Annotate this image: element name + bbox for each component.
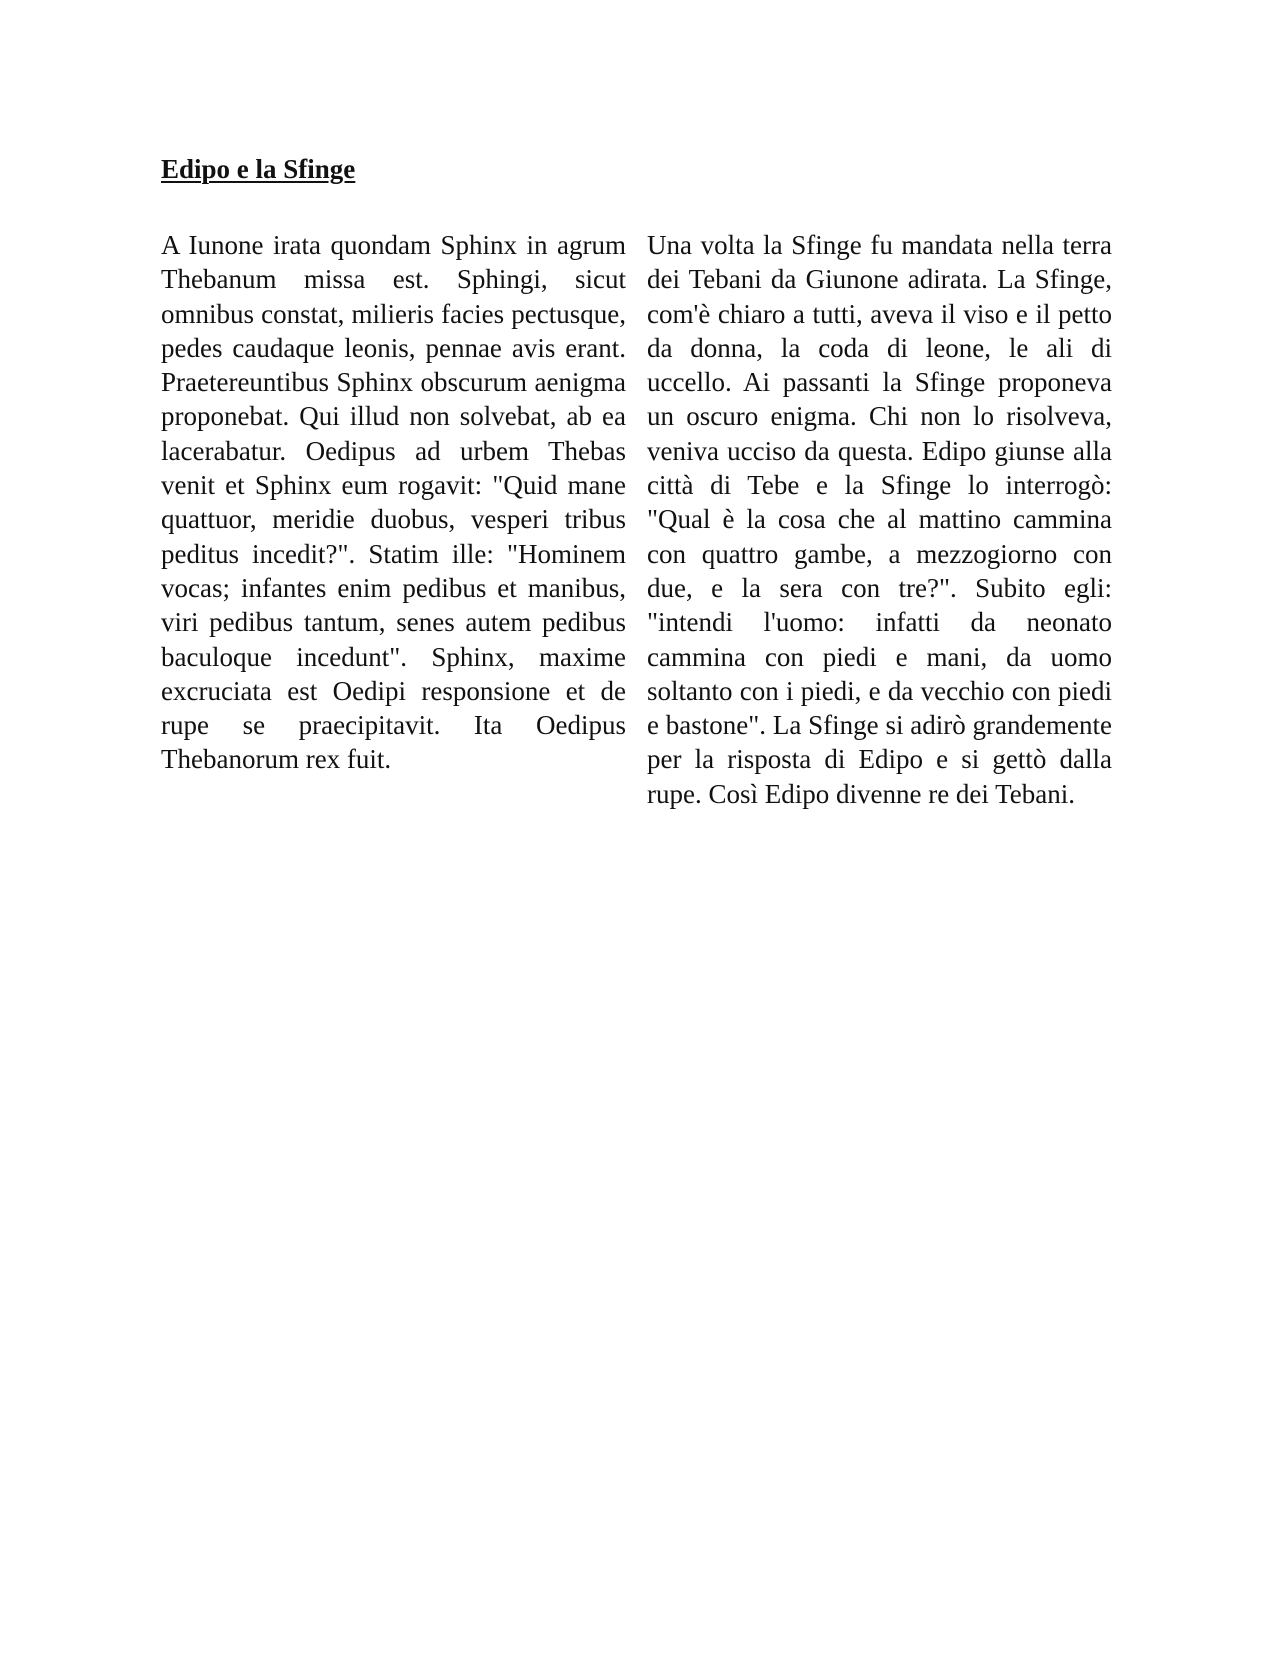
latin-text-column: A Iunone irata quondam Sphinx in agrum Thebanum missa est. Sphingi, sicut omnibus constat, milieris facies pectusque, pedes caudaque leonis, pennae avis erant. Praetereuntibus Sphinx obscurum aenigma proponebat. Qui illud non solvebat, ab ea lacerabatur. Oedipus ad urbem Thebas venit et Sphinx eum rogavit: "Quid mane quattuor, meridie duobus, vesperi tribus peditus incedit?". Statim ille: "Hominem vocas; infantes enim pedibus et manibus, viri pedibus tantum, senes autem pedibus baculoque incedunt". Sphinx, maxime excruciata est Oedipi responsione et de rupe se praecipitavit. Ita Oedipus Thebanorum rex fuit.: [161, 230, 626, 775]
italian-translation-column: Una volta la Sfinge fu mandata nella terra dei Tebani da Giunone adirata. La Sfinge, com'è chiaro a tutti, aveva il viso e il petto da donna, la coda di leone, le ali di uccello. Ai passanti la Sfinge proponeva un oscuro enigma. Chi non lo risolveva, veniva ucciso da questa. Edipo giunse alla città di Tebe e la Sfinge lo interrogò: "Qual è la cosa che al mattino cammina con quattro gambe, a mezzogiorno con due, e la sera con tre?". Subito egli: "intendi l'uomo: infatti da neonato cammina con piedi e mani, da uomo soltanto con i piedi, e da vecchio con piedi e bastone". La Sfinge si adirò grandemente per la risposta di Edipo e si gettò dalla rupe. Così Edipo divenne re dei Tebani.: [647, 230, 1112, 809]
document-title: Edipo e la Sfinge: [161, 154, 356, 184]
